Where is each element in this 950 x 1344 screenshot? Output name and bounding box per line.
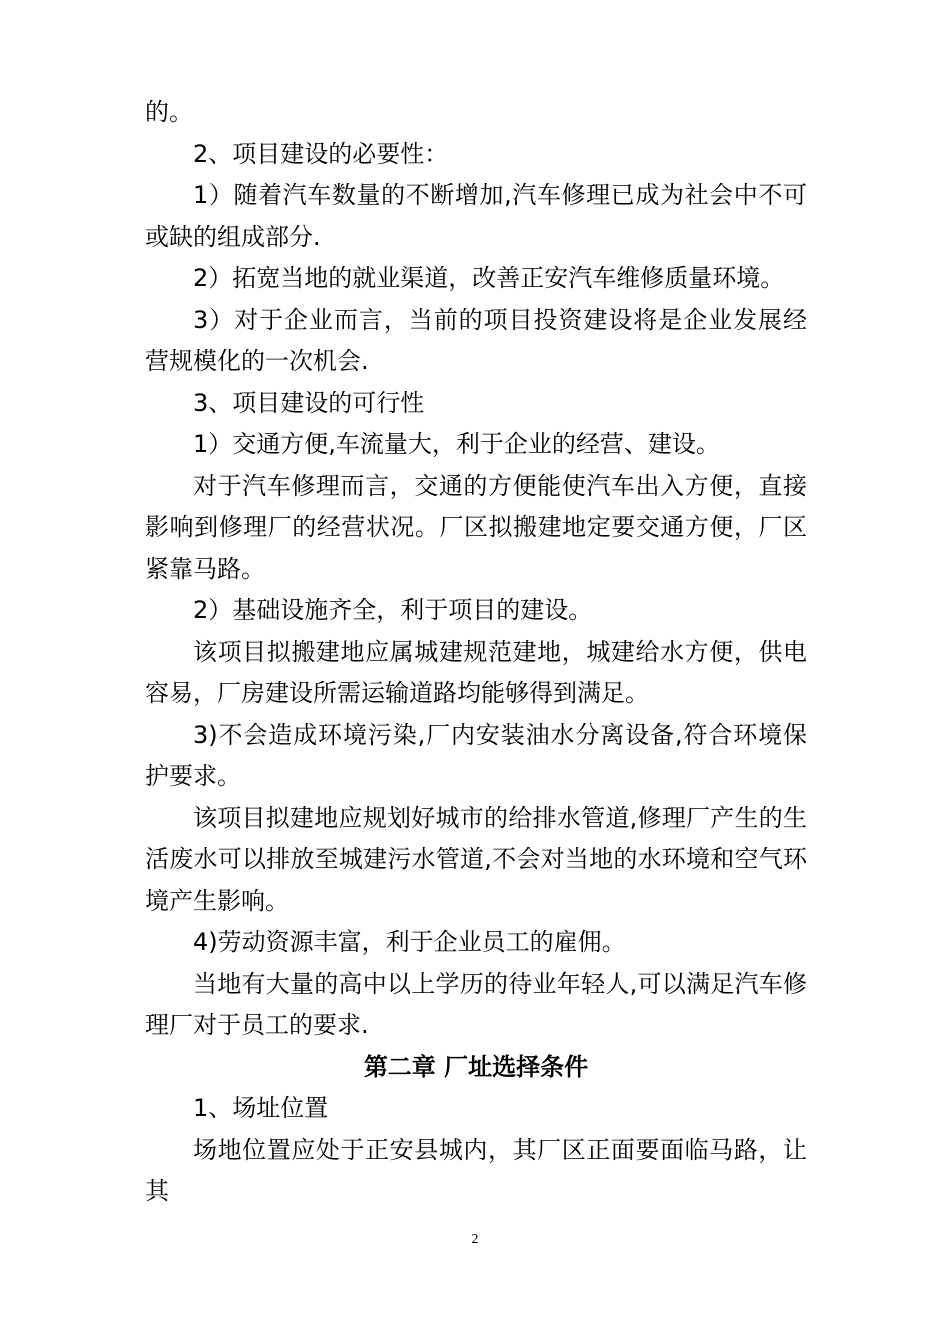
paragraph: 3、项目建设的可行性 bbox=[193, 388, 425, 417]
paragraph: 1）交通方便,车流量大，利于企业的经营、建设。 bbox=[193, 430, 720, 458]
paragraph: 4)劳动资源丰富，利于企业员工的雇佣。 bbox=[193, 928, 626, 956]
paragraph: 的。 bbox=[145, 98, 193, 126]
paragraph: 1、场址位置 bbox=[193, 1094, 329, 1122]
paragraph: 2、项目建设的必要性： bbox=[193, 139, 449, 168]
paragraph: 场地位置应处于正安县城内，其厂区正面要面临马路，让其 bbox=[145, 1135, 807, 1205]
document-body bbox=[145, 92, 807, 1213]
paragraph: 1）随着汽车数量的不断增加,汽车修理已成为社会中不可或缺的组成部分. bbox=[145, 181, 807, 251]
page-number: 2 bbox=[471, 1232, 479, 1247]
paragraph: 2）基础设施齐全，利于项目的建设。 bbox=[193, 596, 593, 624]
paragraph: 该项目拟建地应规划好城市的给排水管道,修理厂产生的生活废水可以排放至城建污水管道,不会对当地的水环境和空气环境产生影响。 bbox=[145, 803, 807, 915]
paragraph: 该项目拟搬建地应属城建规范建地，城建给水方便，供电容易，厂房建设所需运输道路均能够得到满足。 bbox=[145, 637, 807, 707]
paragraph: 3）对于企业而言，当前的项目投资建设将是企业发展经营规模化的一次机会. bbox=[145, 305, 807, 375]
paragraph: 2）拓宽当地的就业渠道，改善正安汽车维修质量环境。 bbox=[193, 264, 785, 292]
chapter-heading: 第二章 厂址选择条件 bbox=[363, 1052, 589, 1081]
paragraph: 当地有大量的高中以上学历的待业年轻人,可以满足汽车修理厂对于员工的要求. bbox=[145, 969, 807, 1039]
paragraph: 对于汽车修理而言，交通的方便能使汽车出入方便，直接影响到修理厂的经营状况。厂区拟搬建地定要交通方便，厂区紧靠马路。 bbox=[145, 471, 807, 583]
paragraph: 3)不会造成环境污染,厂内安装油水分离设备,符合环境保护要求。 bbox=[145, 720, 807, 790]
